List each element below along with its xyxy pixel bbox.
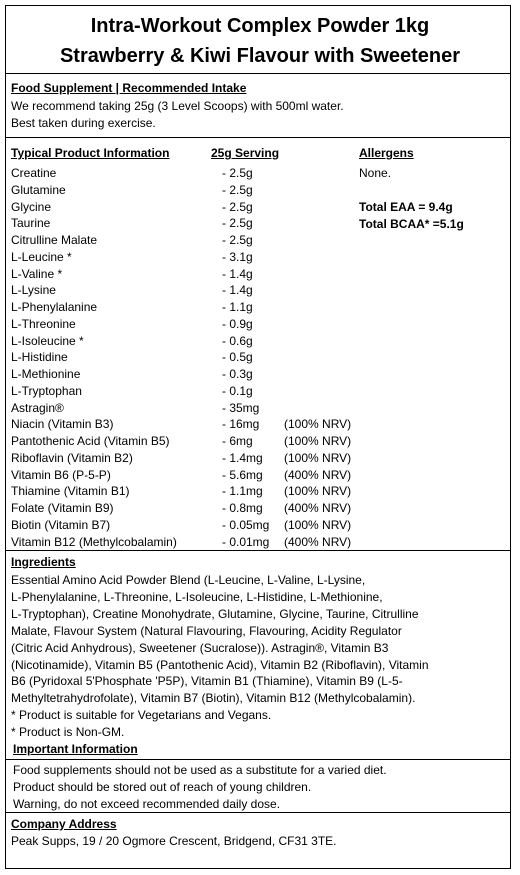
nutrient-amount: - 1.4g [222,283,253,298]
ingredients-line: Methyltetrahydrofolate), Vitamin B7 (Biotin), Vitamin B12 (Methylcobalamin). [11,691,416,706]
column-header-product-info: Typical Product Information [11,146,170,160]
nutrient-name: L-Isoleucine * [11,333,84,348]
nutrient-name: L-Tryptophan [11,383,82,398]
nutrient-amount: - 1.1mg [222,484,263,499]
intake-line-2: Best taken during exercise. [11,116,156,130]
ingredients-line: (Citric Acid Anhydrous), Sweetener (Sucralose)). Astragin®, Vitamin B3 [11,640,389,655]
important-line: Product should be stored out of reach of young children. [13,779,312,794]
nutrient-name: L-Valine * [11,266,63,281]
nutrient-amount: - 3.1g [222,249,253,264]
nutrient-amount: - 2.5g [222,182,253,197]
nutrient-nrv: (400% NRV) [284,534,352,549]
ingredients-heading: Ingredients [11,555,76,569]
nutrient-amount: - 5.6mg [222,467,263,482]
nutrient-nrv: (100% NRV) [284,517,352,532]
nutrient-amount: - 0.3g [222,367,253,381]
nutrient-name: Niacin (Vitamin B3) [11,417,114,432]
nutrient-name: Astragin® [11,400,64,415]
nutrient-name: L-Threonine [11,316,76,331]
nutrient-name: Folate (Vitamin B9) [11,501,114,515]
total-bcaa: Total BCAA* =5.1g [359,217,464,231]
nutrient-name: Riboflavin (Vitamin B2) [11,450,133,465]
divider-table [6,550,510,551]
nutrient-nrv: (100% NRV) [284,417,352,432]
divider-important [6,759,510,760]
nutrient-amount: - 0.6g [222,333,253,348]
nutrient-amount: - 0.9g [222,316,253,331]
divider-intake [6,137,510,138]
important-heading: Important Information [13,742,138,756]
ingredients-line: Essential Amino Acid Powder Blend (L-Leucine, L-Valine, L-Lysine, [11,573,366,587]
nutrient-amount: - 0.01mg [222,534,270,549]
nutrient-name: Glycine [11,199,52,214]
nutrient-amount: - 1.1g [222,300,253,314]
ingredients-line: B6 (Pyridoxal 5'Phosphate 'P5P), Vitamin B1 (Thiamine), Vitamin B9 (L-5- [11,674,403,689]
column-header-serving: 25g Serving [211,146,280,160]
nutrient-amount: - 2.5g [222,233,253,247]
nutrient-nrv: (400% NRV) [284,467,352,482]
ingredients-line: L-Tryptophan), Creatine Monohydrate, Glutamine, Glycine, Taurine, Citrulline [11,606,419,621]
important-line: Food supplements should not be used as a substitute for a varied diet. [13,763,387,777]
nutrient-amount: - 2.5g [222,166,253,180]
allergens-value: None. [359,166,392,180]
ingredients-line: L-Phenylalanine, L-Threonine, L-Isoleucine, L-Histidine, L-Methionine, [11,589,383,604]
nutrient-name: Taurine [11,216,51,231]
company-heading: Company Address [11,817,117,831]
nutrient-amount: - 6mg [222,434,253,448]
nutrient-name: L-Leucine * [11,249,72,264]
nutrient-amount: - 0.05mg [222,517,270,532]
nutrient-amount: - 1.4g [222,266,253,281]
ingredients-line: * Product is Non-GM. [11,725,125,740]
nutrient-amount: - 35mg [222,400,260,415]
nutrient-name: Thiamine (Vitamin B1) [11,484,130,499]
nutrient-name: Vitamin B6 (P-5-P) [11,467,111,482]
nutrient-name: Citrulline Malate [11,233,98,247]
nutrient-name: Pantothenic Acid (Vitamin B5) [11,434,170,448]
ingredients-line: Malate, Flavour System (Natural Flavouring, Flavouring, Acidity Regulator [11,623,402,638]
total-eaa: Total EAA = 9.4g [359,200,453,214]
divider-company [6,812,510,813]
nutrient-name: Vitamin B12 (Methylcobalamin) [11,534,177,549]
nutrient-nrv: (100% NRV) [284,450,352,465]
nutrient-nrv: (400% NRV) [284,501,352,515]
nutrient-name: L-Methionine [11,367,81,381]
nutrient-amount: - 2.5g [222,199,253,214]
intake-line-1: We recommend taking 25g (3 Level Scoops) with 500ml water. [11,99,344,113]
product-title-line-2: Strawberry & Kiwi Flavour with Sweetener [59,45,461,67]
ingredients-line: (Nicotinamide), Vitamin B5 (Pantothenic Acid), Vitamin B2 (Riboflavin), Vitamin [11,657,429,672]
nutrient-amount: - 0.1g [222,383,253,398]
nutrient-name: Glutamine [11,182,66,197]
nutrient-nrv: (100% NRV) [284,484,352,499]
nutrient-amount: - 0.8mg [222,501,263,515]
intake-heading: Food Supplement | Recommended Intake [11,81,247,95]
nutrient-amount: - 0.5g [222,350,253,365]
nutrient-amount: - 1.4mg [222,450,263,465]
company-address: Peak Supps, 19 / 20 Ogmore Crescent, Bridgend, CF31 3TE. [11,834,337,848]
nutrient-amount: - 2.5g [222,216,253,231]
nutrient-name: L-Phenylalanine [11,300,98,314]
nutrient-name: Biotin (Vitamin B7) [11,517,111,532]
column-header-allergens: Allergens [359,146,414,160]
product-title-line-1: Intra-Workout Complex Powder 1kg [90,15,430,37]
divider-title [6,73,510,74]
important-line: Warning, do not exceed recommended daily dose. [13,796,281,811]
nutrient-amount: - 16mg [222,417,260,432]
nutrient-name: L-Histidine [11,350,68,365]
nutrient-name: L-Lysine [11,283,56,298]
nutrient-name: Creatine [11,166,57,180]
ingredients-line: * Product is suitable for Vegetarians and Vegans. [11,708,272,723]
nutrient-nrv: (100% NRV) [284,434,352,448]
